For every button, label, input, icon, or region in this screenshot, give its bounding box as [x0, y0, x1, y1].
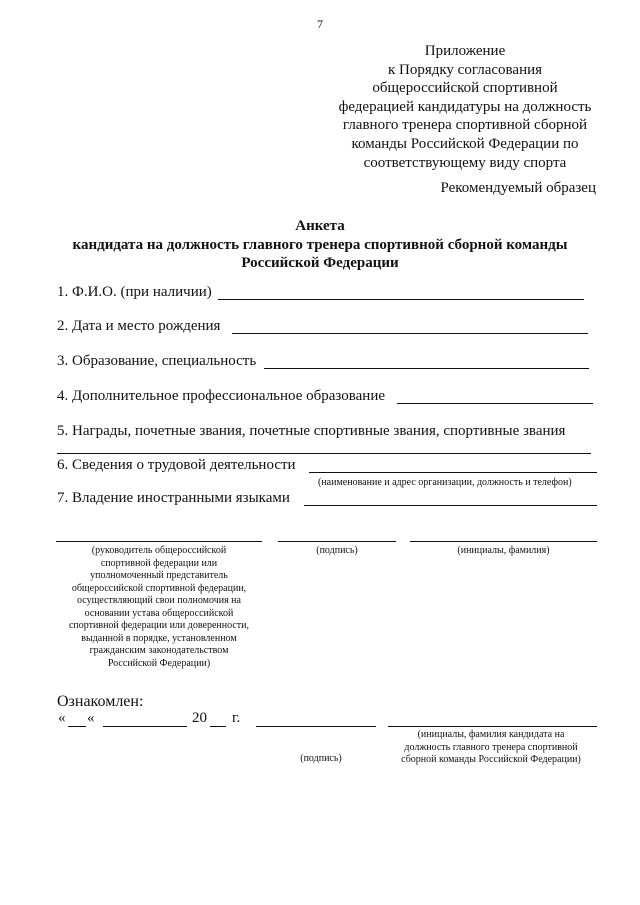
initials-line[interactable]: [410, 541, 597, 542]
field-employment-caption: (наименование и адрес организации, должность и телефон): [318, 477, 572, 488]
appendix-line: команды Российской Федерации по: [351, 135, 579, 152]
field-education-label: 3. Образование, специальность: [57, 353, 257, 369]
date-close-quote: «: [87, 710, 95, 726]
page-number: 7: [317, 17, 323, 31]
appendix-line: федерацией кандидатуры на должность: [338, 98, 592, 115]
field-additional-education-label: 4. Дополнительное профессиональное образование: [57, 388, 386, 404]
field-education-line[interactable]: [264, 368, 589, 369]
head-caption-line: уполномоченный представитель: [90, 570, 228, 581]
appendix-line: Приложение: [424, 43, 506, 59]
head-caption-line: спортивной федерации или доверенности,: [68, 620, 250, 631]
signature-line[interactable]: [278, 541, 396, 542]
candidate-caption-line: (инициалы, фамилия кандидата на: [417, 729, 565, 740]
date-year-line[interactable]: [210, 726, 226, 727]
title-line: кандидата на должность главного тренера спортивной сборной команды: [72, 236, 568, 253]
date-open-quote: «: [58, 710, 66, 726]
field-birth-line[interactable]: [232, 333, 588, 334]
appendix-line: соответствующему виду спорта: [363, 154, 567, 171]
appendix-line: к Порядку согласования: [387, 61, 543, 78]
head-signature-line[interactable]: [56, 541, 262, 542]
title-line: Российской Федерации: [241, 255, 399, 271]
date-day-line[interactable]: [68, 726, 86, 727]
candidate-caption-line: сборной команды Российской Федерации): [401, 754, 581, 765]
acquaintance-label: Ознакомлен:: [57, 693, 144, 710]
field-languages-label: 7. Владение иностранными языками: [57, 490, 290, 506]
head-caption-line: осуществляющий свои полномочия на: [77, 595, 241, 606]
signature-caption: (подпись): [316, 545, 358, 556]
candidate-caption-line: должность главного тренера спортивной: [404, 741, 578, 753]
field-employment-label: 6. Сведения о трудовой деятельности: [57, 457, 296, 473]
field-full-name-label: 1. Ф.И.О. (при наличии): [57, 284, 212, 300]
appendix-line: главного тренера спортивной сборной: [342, 117, 588, 134]
head-caption-line: (руководитель общероссийской: [91, 545, 227, 556]
sample-label: Рекомендуемый образец: [440, 180, 596, 196]
head-caption-line: Российской Федерации): [107, 657, 211, 669]
candidate-signature-caption: (подпись): [300, 753, 342, 764]
appendix-header: [330, 42, 600, 172]
field-languages-line[interactable]: [304, 505, 597, 506]
candidate-initials-line[interactable]: [388, 726, 597, 727]
field-employment-line[interactable]: [309, 472, 597, 473]
candidate-signature-line[interactable]: [256, 726, 376, 727]
date-year-prefix: 20: [192, 710, 207, 726]
field-awards-label: 5. Награды, почетные звания, почетные спортивные звания, спортивные звания: [57, 423, 566, 439]
head-caption-line: гражданским законодательством: [89, 645, 229, 656]
candidate-caption: [380, 729, 602, 767]
head-caption-line: спортивной федерации или: [100, 557, 218, 569]
appendix-line: общероссийской спортивной: [372, 80, 558, 97]
field-birth-label: 2. Дата и место рождения: [57, 318, 221, 334]
field-full-name-line[interactable]: [218, 299, 584, 300]
head-caption-line: основании устава общероссийской: [84, 607, 234, 619]
title-line: Анкета: [295, 218, 345, 234]
head-caption: [56, 545, 262, 670]
field-additional-education-line[interactable]: [397, 403, 593, 404]
head-caption-line: выданной в порядке, установленном: [81, 632, 237, 644]
field-awards-line[interactable]: [57, 453, 591, 454]
date-month-line[interactable]: [103, 726, 187, 727]
form-title: [0, 217, 640, 273]
head-caption-line: общероссийской спортивной федерации,: [71, 582, 247, 594]
date-year-suffix: г.: [232, 710, 241, 726]
initials-caption: (инициалы, фамилия): [457, 545, 550, 556]
